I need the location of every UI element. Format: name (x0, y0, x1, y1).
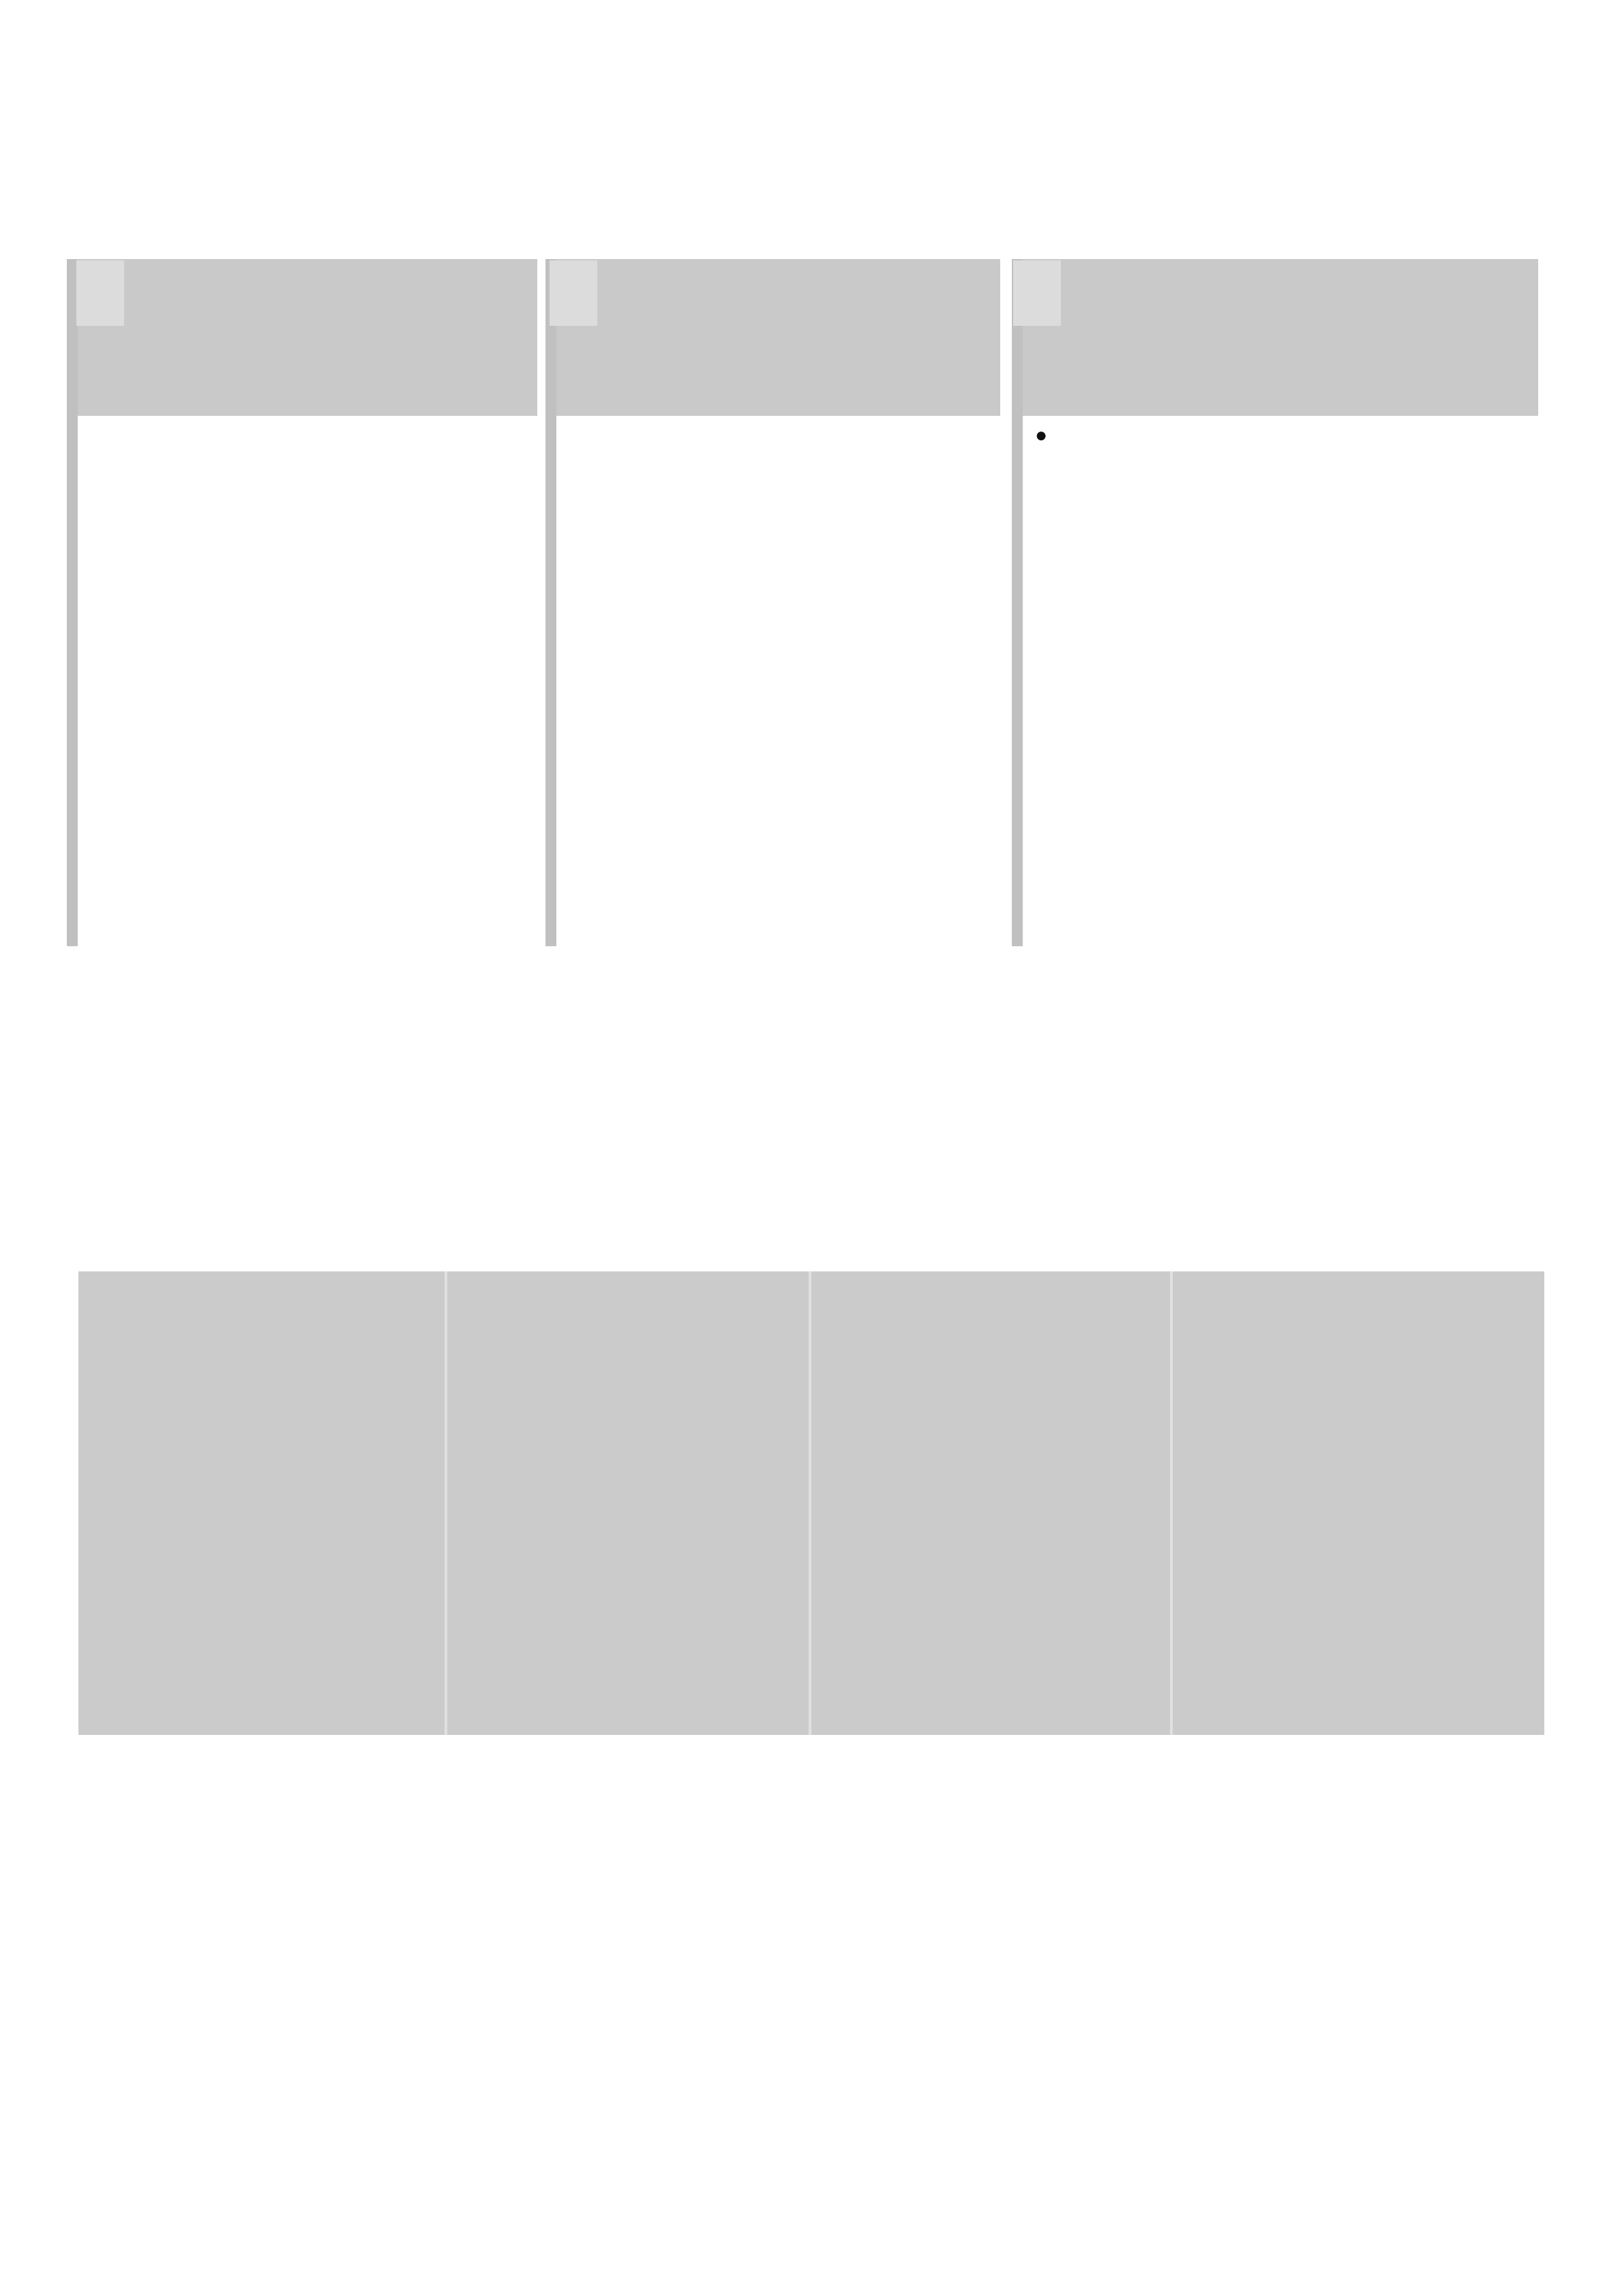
step-3-rule (67, 259, 78, 946)
bottom-panel (78, 1271, 1544, 1735)
bottom-divider-3 (1170, 1271, 1173, 1735)
bottom-divider-2 (809, 1271, 811, 1735)
step-5-rule (1012, 259, 1023, 946)
step-4-header (545, 259, 1000, 416)
step-3-header (67, 259, 537, 416)
step-3-number (76, 260, 124, 326)
step-4-number (550, 260, 597, 326)
bullet-icon: ● (1035, 424, 1048, 447)
step-5-number (1013, 260, 1061, 326)
step-5-header (1012, 259, 1538, 416)
step-4-rule (545, 259, 556, 946)
bottom-divider-1 (445, 1271, 447, 1735)
